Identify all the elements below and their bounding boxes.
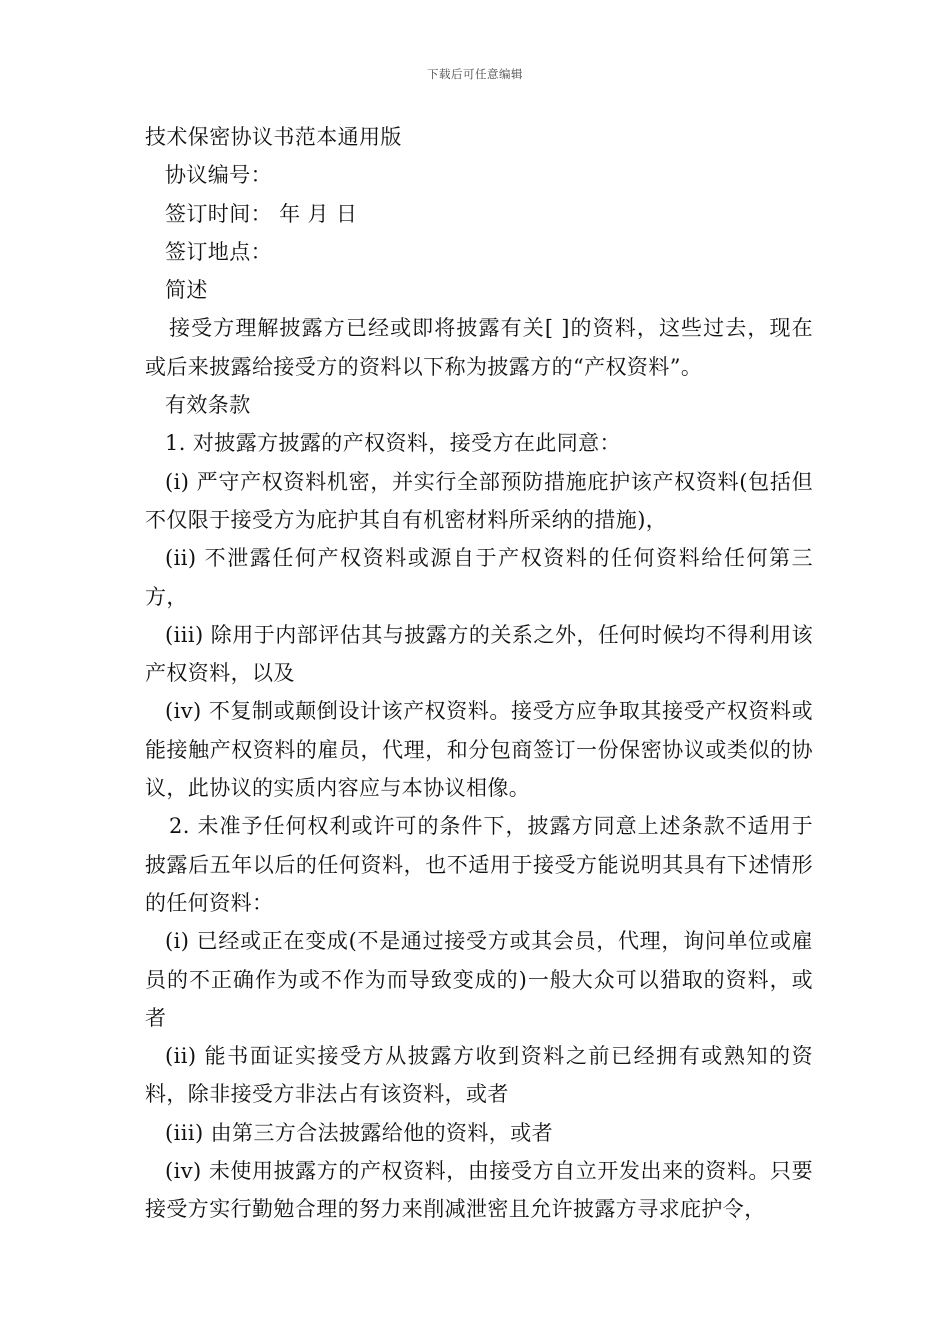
- document-title: 技术保密协议书范本通用版: [145, 125, 402, 149]
- section-heading-terms: 有效条款: [165, 393, 251, 418]
- clause-2-item-iii: (iii) 由第三方合法披露给他的资料，或者: [165, 1120, 554, 1145]
- clause-2-item-iv: (iv) 未使用披露方的产权资料，由接受方自立开发出来的资料。只要接受方实行勤勉合理的努力来削减泄密且允许披露方寻求庇护令，: [145, 1159, 813, 1222]
- sign-place-line: 签订地点：: [165, 239, 272, 264]
- clause-1-item-ii: (ii) 不泄露任何产权资料或源自于产权资料的任何资料给任何第三方，: [145, 546, 813, 609]
- clause-2-item-ii: (ii) 能书面证实接受方从披露方收到资料之前已经拥有或熟知的资料，除非接受方非法占有该资料，或者: [145, 1044, 813, 1107]
- clause-1-intro: 1. 对披露方披露的产权资料，接受方在此同意：: [165, 431, 621, 456]
- clause-1-item-iii: (iii) 除用于内部评估其与披露方的关系之外，任何时候均不得利用该产权资料，以及: [145, 622, 813, 686]
- clause-2-item-i: (i) 已经或正在变成(不是通过接受方或其会员，代理，询问单位或雇员的不正确作为或不作为而导致变成的)一般大众可以猎取的资料，或者: [145, 929, 813, 1030]
- section-heading-summary: 简述: [165, 278, 208, 303]
- header-note: 下载后可任意编辑: [427, 67, 523, 81]
- summary-paragraph: 接受方理解披露方已经或即将披露有关[ ]的资料，这些过去，现在或后来披露给接受方的资料以下称为披露方的“产权资料”。: [145, 316, 813, 379]
- clause-1-item-i: (i) 严守产权资料机密，并实行全部预防措施庇护该产权资料(包括但不仅限于接受方为庇护其自有机密材料所采纳的措施)，: [145, 469, 813, 532]
- agreement-number-line: 协议编号：: [165, 163, 272, 188]
- sign-time-line: 签订时间： 年 月 日: [165, 201, 358, 226]
- clause-2-intro: 2. 未准予任何权利或许可的条件下，披露方同意上述条款不适用于披露后五年以后的任何资料，也不适用于接受方能说明其具有下述情形的任何资料：: [145, 814, 813, 915]
- document-body: [145, 118, 813, 1229]
- clause-1-item-iv: (iv) 不复制或颠倒设计该产权资料。接受方应争取其接受产权资料或能接触产权资料的雇员，代理，和分包商签订一份保密协议或类似的协议，此协议的实质内容应与本协议相像。: [145, 699, 813, 801]
